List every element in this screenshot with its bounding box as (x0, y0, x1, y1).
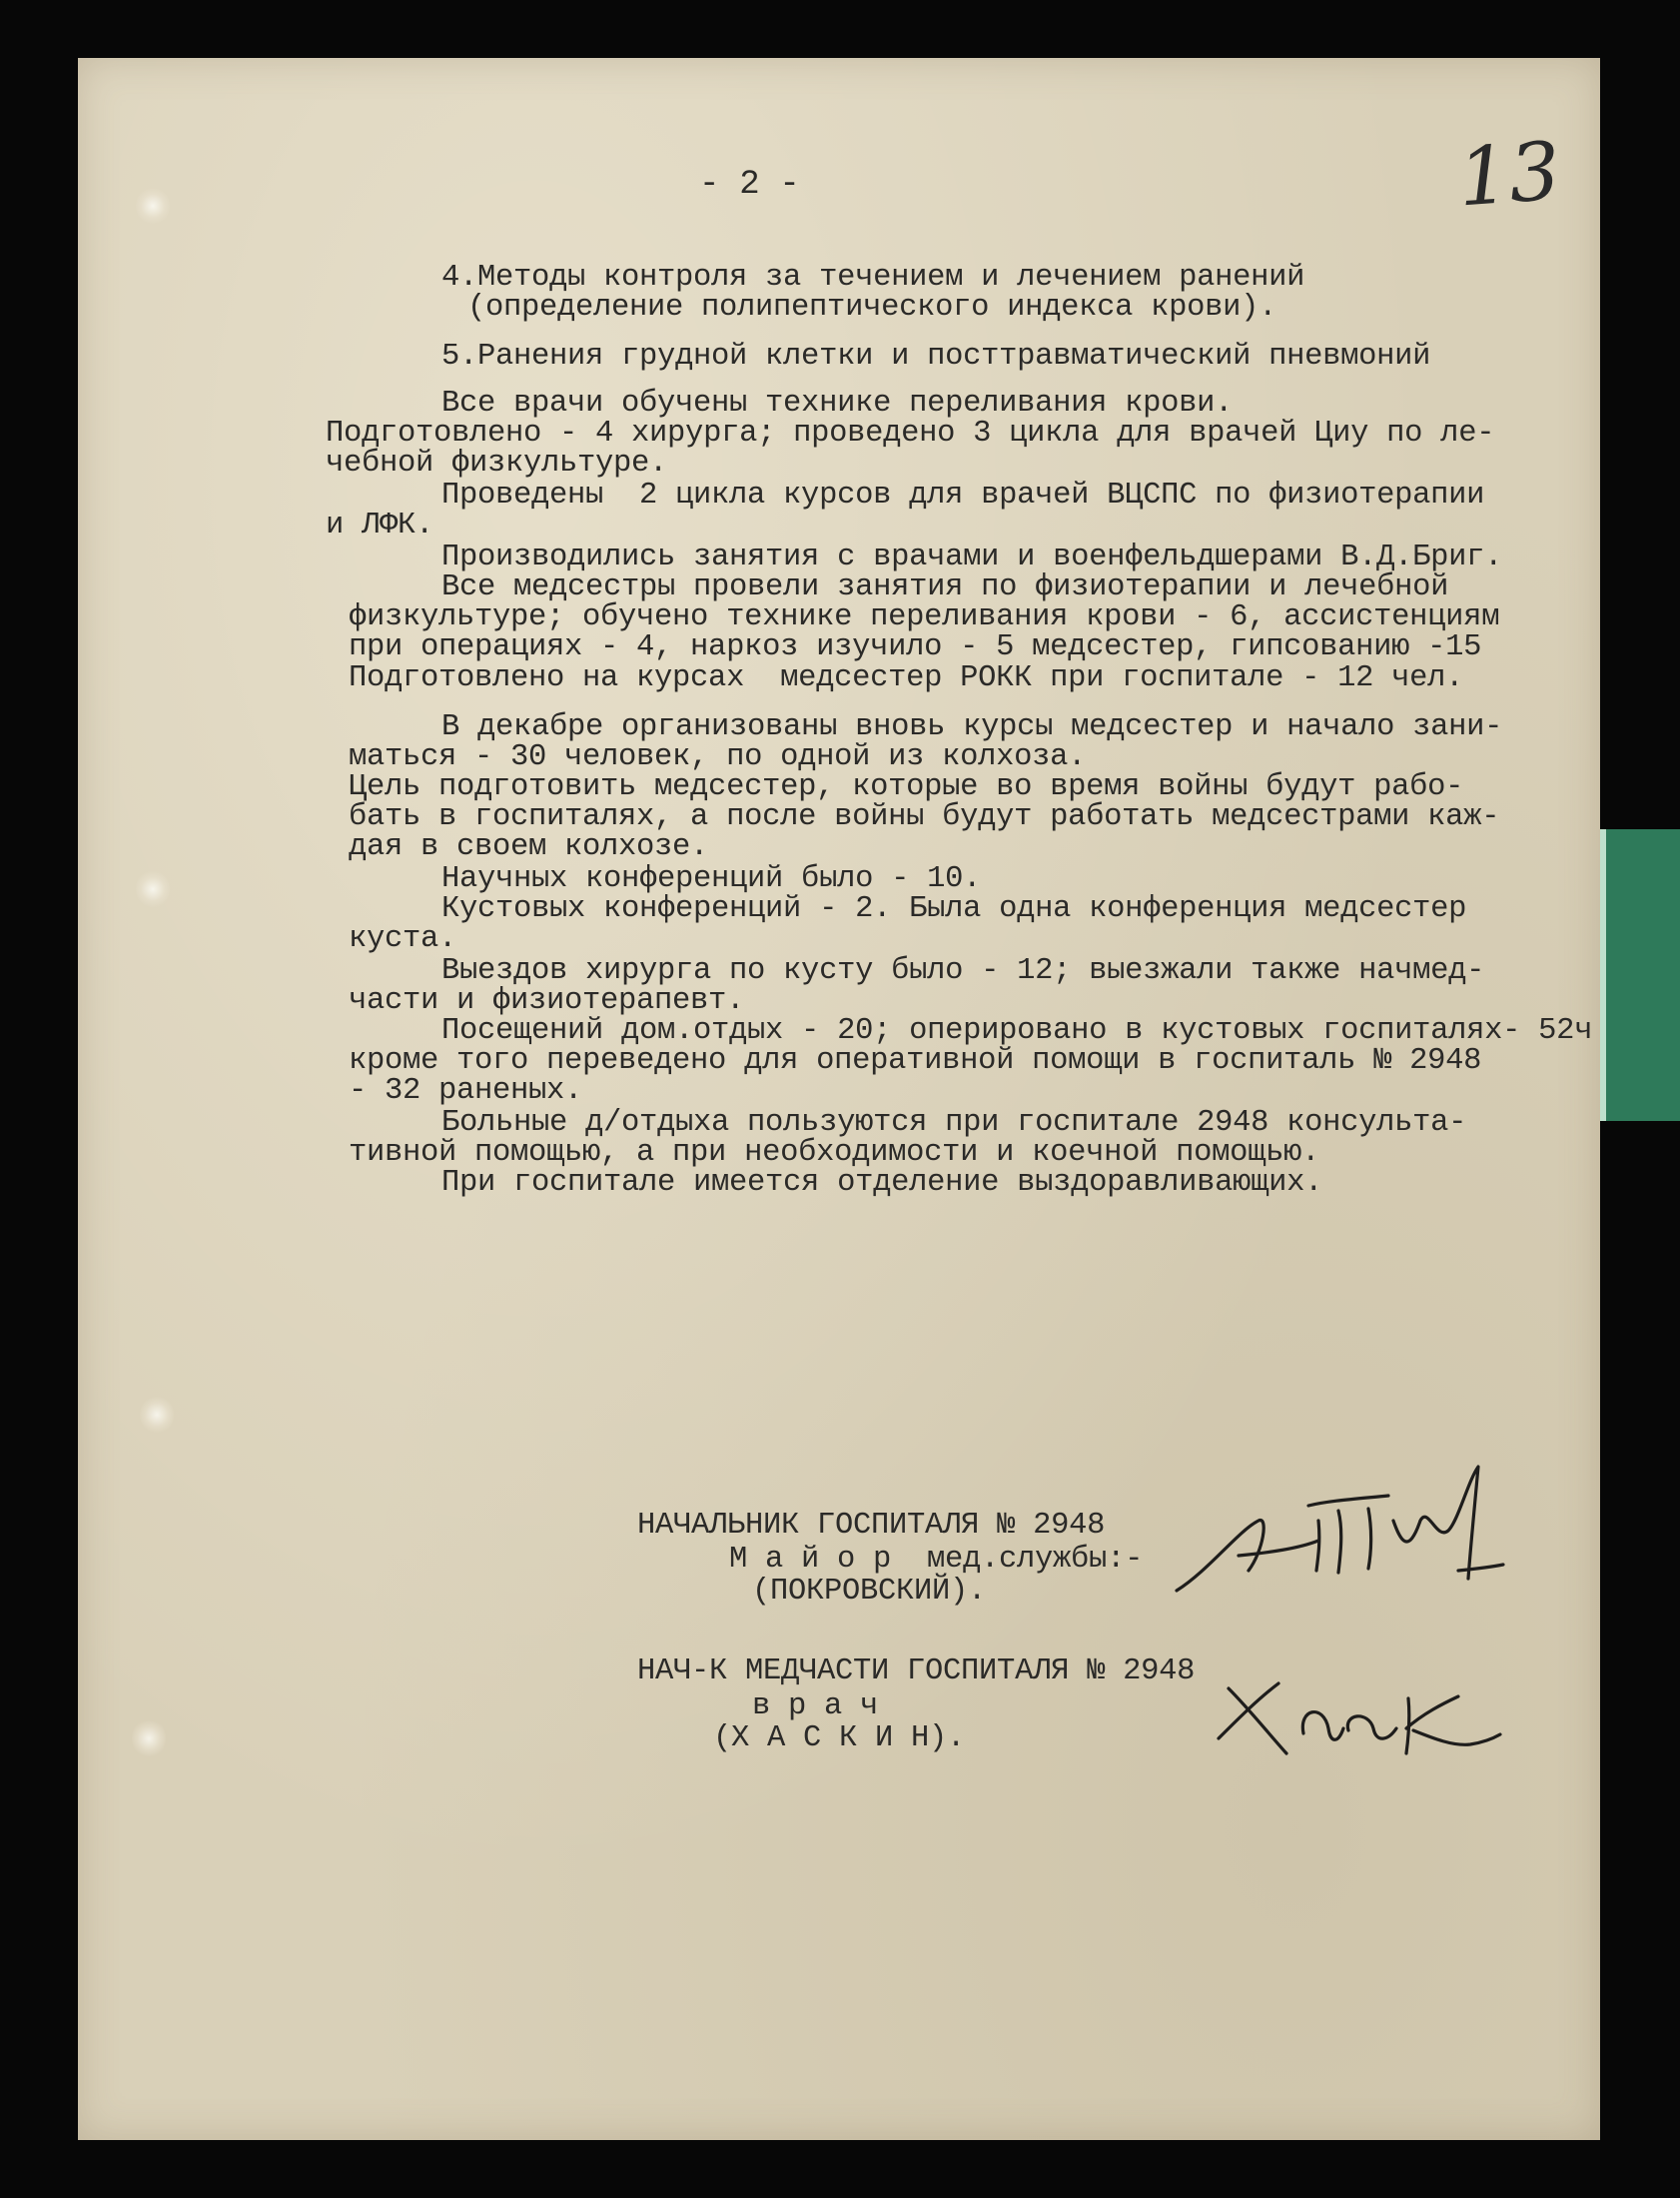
paragraph-line: - 32 раненых. (349, 1074, 583, 1108)
paragraph-line: и ЛФК. (326, 509, 434, 543)
paragraph-line: чебной физкультуре. (326, 447, 668, 481)
paragraph-line: при операциях - 4, наркоз изучило - 5 медсестер, гипсованию -15 (349, 630, 1482, 664)
paragraph-line: Все медсестры провели занятия по физиотерапии и лечебной (441, 570, 1449, 604)
paragraph-line: Все врачи обучены технике переливания крови. (441, 387, 1234, 421)
signatory-name: (ПОКРОВСКИЙ). (752, 1575, 987, 1609)
archive-tab (1606, 829, 1680, 1121)
punch-hole (136, 186, 170, 226)
punch-hole (136, 869, 170, 909)
page-number: - 2 - (699, 166, 800, 204)
paragraph-line: куста. (349, 922, 457, 956)
paragraph-line: Выездов хирурга по кусту было - 12; выезжали также начмед- (441, 954, 1485, 988)
signatory-rank: М а й о р мед.службы:- (729, 1543, 1144, 1577)
paragraph-line: Производились занятия с врачами и военфельдшерами В.Д.Бриг. (441, 541, 1503, 574)
paragraph-line: Кустовых конференций - 2. Была одна конференция медсестер (441, 892, 1467, 926)
archive-number: 13 (1454, 124, 1563, 225)
paragraph-line: Проведены 2 цикла курсов для врачей ВЦСПС по физиотерапии (441, 479, 1485, 513)
paragraph-line: части и физиотерапевт. (349, 984, 745, 1018)
signatory-title: НАЧАЛЬНИК ГОСПИТАЛЯ № 2948 (637, 1509, 1106, 1543)
paragraph-line: Больные д/отдыха пользуются при госпитале 2948 консульта- (441, 1106, 1467, 1140)
paragraph-line: Подготовлено на курсах медсестер РОКК при госпитале - 12 чел. (349, 661, 1464, 695)
paragraph-line: При госпитале имеется отделение выздоравливающих. (441, 1166, 1323, 1200)
paragraph-line: В декабре организованы вновь курсы медсестер и начало зани- (441, 710, 1503, 744)
paragraph-line: бать в госпиталях, а после войны будут работать медсестрами каж- (349, 800, 1500, 834)
punch-hole (140, 1395, 174, 1435)
paragraph-line: физкультуре; обучено технике переливания крови - 6, ассистенциям (349, 600, 1500, 634)
paragraph-line: дая в своем колхозе. (349, 830, 709, 864)
signatory-name: (Х А С К И Н). (713, 1721, 966, 1755)
paragraph-line: 5.Ранения грудной клетки и посттравматический пневмоний (441, 340, 1431, 374)
signatory-rank: в р а ч (752, 1689, 879, 1723)
punch-hole (132, 1718, 166, 1758)
paragraph-line: тивной помощью, а при необходимости и коечной помощью. (349, 1136, 1320, 1170)
paragraph-line: Научных конференций было - 10. (441, 862, 982, 896)
paragraph-line: Посещений дом.отдых - 20; оперировано в кустовых госпиталях- 52ч (441, 1014, 1593, 1048)
paragraph-line: Цель подготовить медсестер, которые во время войны будут рабо- (349, 770, 1464, 804)
paragraph-line: кроме того переведено для оперативной помощи в госпиталь № 2948 (349, 1044, 1482, 1078)
paragraph-line: (определение полипептического индекса крови). (467, 291, 1277, 325)
paragraph-line: маться - 30 человек, по одной из колхоза. (349, 740, 1087, 774)
paragraph-line: 4.Методы контроля за течением и лечением ранений (441, 261, 1305, 295)
handwritten-signature (1169, 1461, 1508, 1611)
handwritten-signature (1209, 1658, 1508, 1768)
paragraph-line: Подготовлено - 4 хирурга; проведено 3 цикла для врачей Циу по ле- (326, 417, 1495, 451)
signatory-title: НАЧ-К МЕДЧАСТИ ГОСПИТАЛЯ № 2948 (637, 1654, 1196, 1688)
